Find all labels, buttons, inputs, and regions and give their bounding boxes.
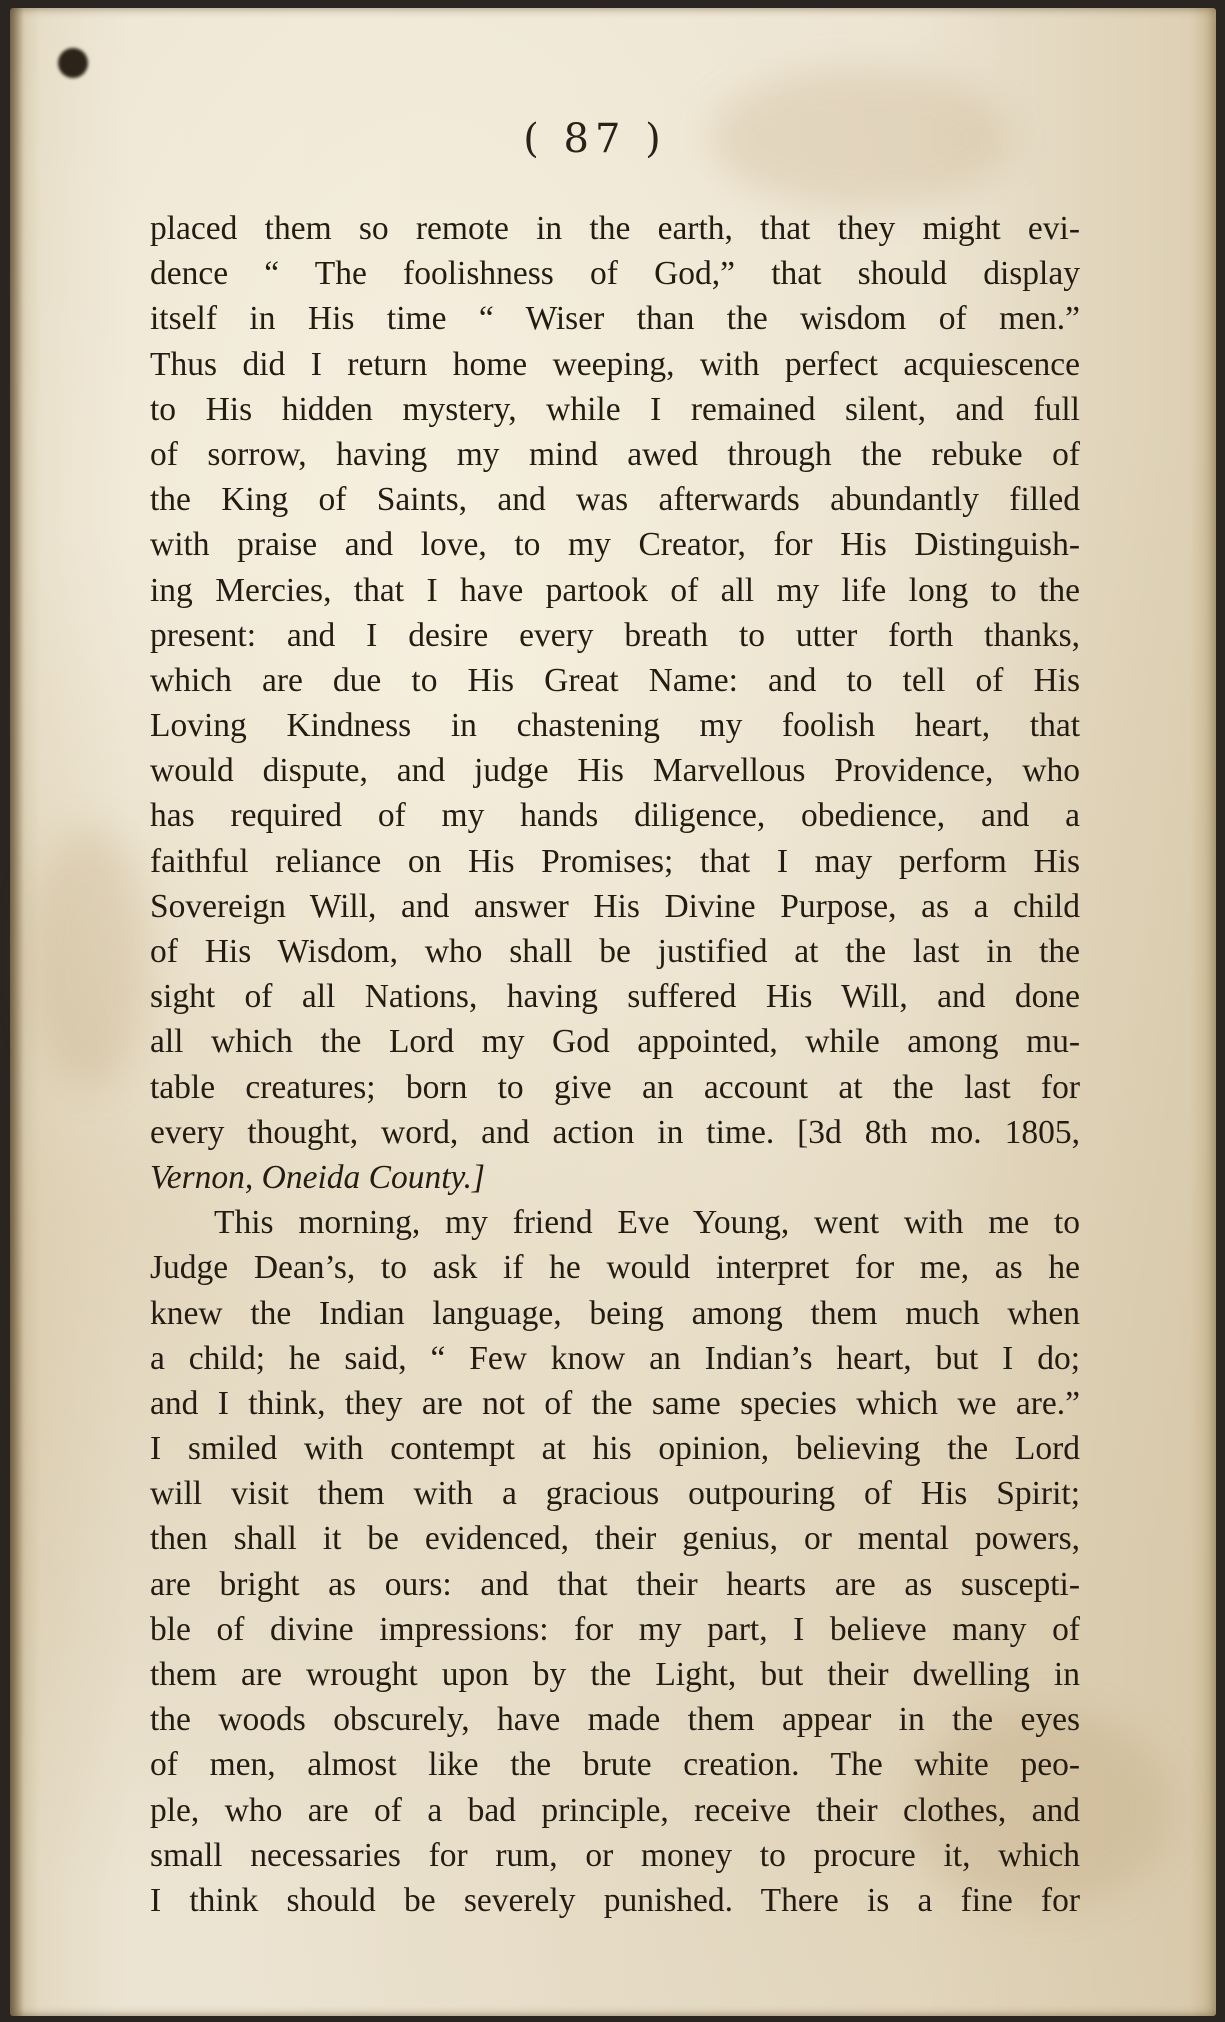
- text-line: will visit them with a gracious outpouring of His Spirit;: [150, 1475, 1080, 1513]
- text-line: dence “ The foolishness of God,” that should display: [150, 255, 1080, 293]
- text-line: faithful reliance on His Promises; that I may perform His: [150, 842, 1080, 880]
- text-line: the woods obscurely, have made them appear in the eyes: [150, 1701, 1080, 1739]
- text-line: Thus did I return home weeping, with perfect acquiescence: [150, 345, 1080, 383]
- text-line: Loving Kindness in chastening my foolish heart, that: [150, 707, 1080, 745]
- text-line: them are wrought upon by the Light, but their dwelling in: [150, 1656, 1080, 1693]
- text-line: placed them so remote in the earth, that they might evi-: [150, 210, 1080, 247]
- page-number: ( 87 ): [523, 116, 667, 162]
- ink-blot-mark: [58, 48, 88, 78]
- text-line: Judge Dean’s, to ask if he would interpret for me, as he: [150, 1249, 1080, 1287]
- text-line: Sovereign Will, and answer His Divine Purpose, as a child: [150, 887, 1080, 925]
- text-line: itself in His time “ Wiser than the wisdom of men.”: [150, 300, 1080, 338]
- text-line: ble of divine impressions: for my part, I believe many of: [150, 1610, 1080, 1648]
- text-line-paragraph-start: This morning, my friend Eve Young, went with me to: [214, 1204, 1080, 1242]
- text-line: then shall it be evidenced, their genius, or mental powers,: [150, 1520, 1080, 1558]
- text-line-place-date: Vernon, Oneida County.]: [150, 1158, 485, 1196]
- text-line: and I think, they are not of the same species which we are.”: [150, 1384, 1080, 1422]
- text-line: with praise and love, to my Creator, for His Distinguish-: [150, 526, 1080, 564]
- text-line: sight of all Nations, having suffered His Will, and done: [150, 978, 1080, 1016]
- text-line: would dispute, and judge His Marvellous Providence, who: [150, 752, 1080, 790]
- text-line: present: and I desire every breath to utter forth thanks,: [150, 616, 1080, 654]
- text-line: I think should be severely punished. There is a fine for: [150, 1881, 1080, 1919]
- text-line: of men, almost like the brute creation. The white peo-: [150, 1746, 1080, 1784]
- book-page: [10, 8, 1216, 2016]
- binding-edge-shadow: [10, 8, 24, 2016]
- text-line: table creatures; born to give an account at the last for: [150, 1068, 1080, 1106]
- text-line: I smiled with contempt at his opinion, believing the Lord: [150, 1430, 1080, 1468]
- text-line: small necessaries for rum, or money to procure it, which: [150, 1836, 1080, 1874]
- body-text: [150, 206, 1080, 1923]
- text-line: which are due to His Great Name: and to tell of His: [150, 661, 1080, 699]
- text-line: of sorrow, having my mind awed through the rebuke of: [150, 435, 1080, 473]
- text-line: to His hidden mystery, while I remained silent, and full: [150, 390, 1080, 428]
- paper-stain: [30, 828, 150, 1088]
- text-line: ing Mercies, that I have partook of all my life long to the: [150, 571, 1080, 609]
- text-line: of His Wisdom, who shall be justified at the last in the: [150, 933, 1080, 970]
- text-line: the King of Saints, and was afterwards abundantly filled: [150, 481, 1080, 519]
- text-line: every thought, word, and action in time. [3d 8th mo. 1805,: [150, 1113, 1080, 1151]
- text-line: are bright as ours: and that their hearts are as suscepti-: [150, 1565, 1080, 1603]
- text-line: ple, who are of a bad principle, receive their clothes, and: [150, 1791, 1080, 1829]
- text-line: knew the Indian language, being among them much when: [150, 1294, 1080, 1332]
- text-line: all which the Lord my God appointed, while among mu-: [150, 1023, 1080, 1061]
- text-line: has required of my hands diligence, obedience, and a: [150, 797, 1080, 835]
- text-line: a child; he said, “ Few know an Indian’s heart, but I do;: [150, 1339, 1080, 1377]
